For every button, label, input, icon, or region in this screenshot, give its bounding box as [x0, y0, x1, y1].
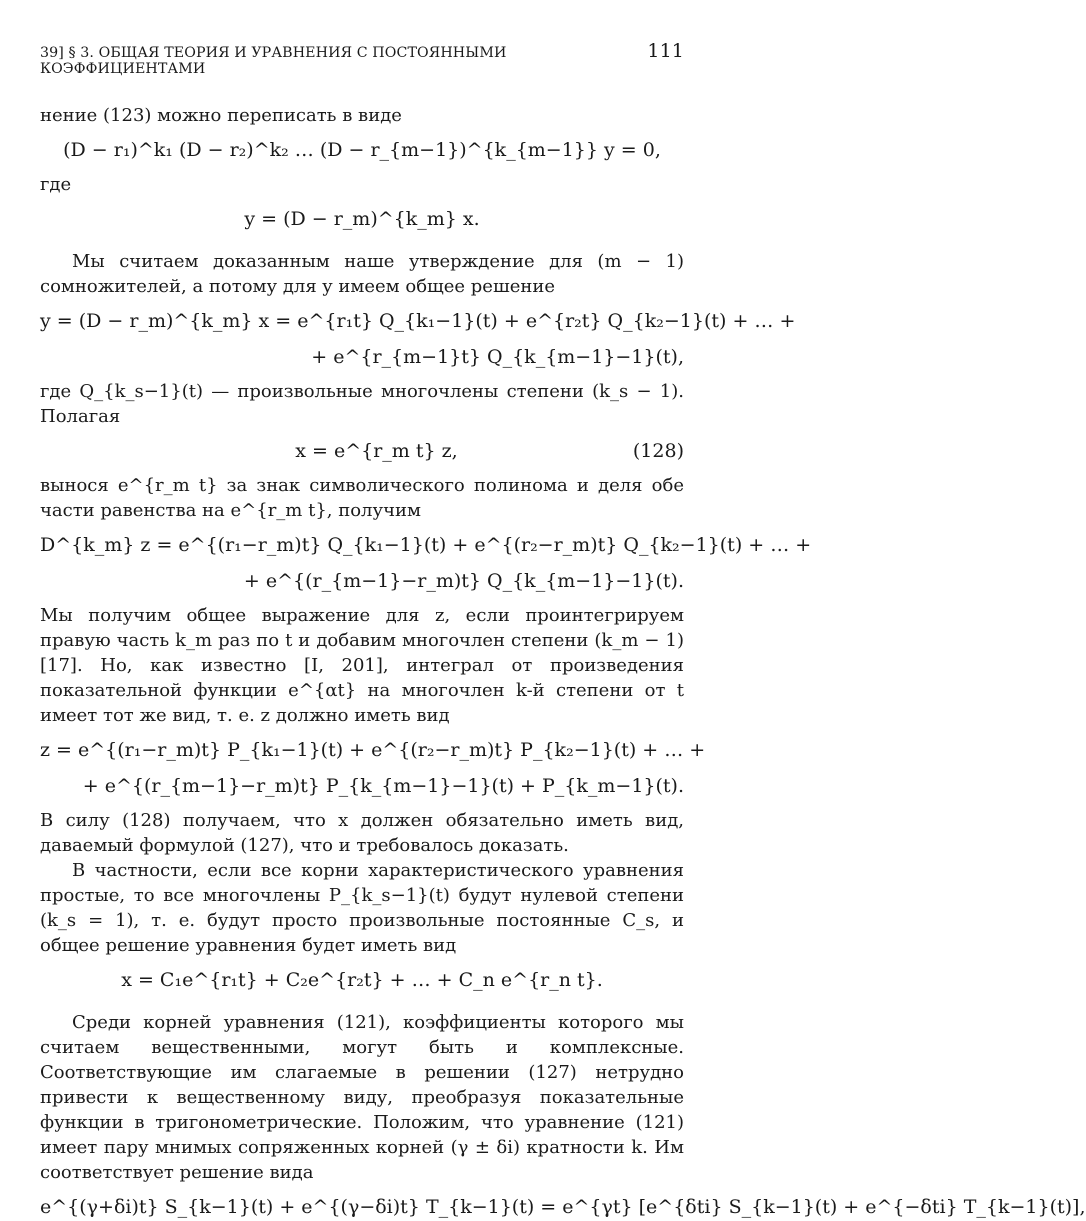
formula-3a: y = (D − r_m)^{k_m} x = e^{r₁t} Q_{k₁−1}(t) + e^{r₂t} Q_{k₂−1}(t) + … +	[40, 310, 796, 332]
formula-9: e^{(γ+δi)t} S_{k−1}(t) + e^{(γ−δi)t} T_{k−1}(t) = e^{γt} [e^{δti} S_{k−1}(t) + e^{−δti} T_{k−1}(t)],	[40, 1196, 1086, 1218]
formula-5b: + e^{(r_{m−1}−r_m)t} Q_{k_{m−1}−1}(t).	[243, 570, 684, 592]
paragraph-5: вынося e^{r_m t} за знак символического полинома и деля обе части равенства на e^{r_m t}, получим	[40, 475, 684, 521]
formula-6b: + e^{(r_{m−1}−r_m)t} P_{k_{m−1}−1}(t) + P_{k_m−1}(t).	[82, 775, 684, 797]
page-number: 111	[647, 40, 684, 62]
formula-5a: D^{k_m} z = e^{(r₁−r_m)t} Q_{k₁−1}(t) + e^{(r₂−r_m)t} Q_{k₂−1}(t) + … +	[40, 534, 812, 556]
paragraph-1: нение (123) можно переписать в виде	[40, 105, 402, 126]
paragraph-7: В силу (128) получаем, что x должен обязательно иметь вид, даваемый формулой (127), что и требовалось доказать.	[40, 810, 684, 856]
header-title: 39] § 3. ОБЩАЯ ТЕОРИЯ И УРАВНЕНИЯ С ПОСТОЯННЫМИ КОЭФФИЦИЕНТАМИ	[40, 45, 507, 77]
formula-8: x = C₁e^{r₁t} + C₂e^{r₂t} + … + C_n e^{r_n t}.	[121, 969, 603, 991]
formula-4: x = e^{r_m t} z,	[295, 440, 458, 462]
paragraph-4: где Q_{k_s−1}(t) — произвольные многочлены степени (k_s − 1). Полагая	[40, 381, 684, 427]
formula-2: y = (D − r_m)^{k_m} x.	[244, 208, 480, 230]
running-header	[40, 40, 684, 77]
equation-number-128: (128)	[632, 440, 684, 462]
paragraph-9: Среди корней уравнения (121), коэффициенты которого мы считаем вещественными, могут быть и комплексные. Соответствующие им слагаемые в решении (127) нетрудно привести к вещественному виду, преобразуя показательные функции в тригонометрические. Положим, что уравнение (121) имеет пару мнимых сопряженных корней (γ ± δi) кратности k. Им соответствует решение вида	[40, 1012, 684, 1183]
formula-4-row	[40, 437, 684, 465]
paragraph-2: где	[40, 174, 72, 195]
paragraph-3: Мы считаем доказанным наше утверждение для (m − 1) сомножителей, а потому для y имеем общее решение	[40, 251, 684, 297]
paragraph-6: Мы получим общее выражение для z, если проинтегрируем правую часть k_m раз по t и добавим многочлен степени (k_m − 1) [17]. Но, как известно [I, 201], интеграл от произведения показательной функции e^{αt} на многочлен k-й степени от t имеет тот же вид, т. е. z должно иметь вид	[40, 605, 684, 726]
paragraph-8: В частности, если все корни характеристического уравнения простые, то все многочлены P_{k_s−1}(t) будут нулевой степени (k_s = 1), т. е. будут просто произвольные постоянные C_s, и общее решение уравнения будет иметь вид	[40, 860, 684, 956]
formula-1: (D − r₁)^k₁ (D − r₂)^k₂ … (D − r_{m−1})^{k_{m−1}} y = 0,	[63, 139, 661, 161]
formula-6a: z = e^{(r₁−r_m)t} P_{k₁−1}(t) + e^{(r₂−r_m)t} P_{k₂−1}(t) + … +	[40, 739, 706, 761]
formula-3b: + e^{r_{m−1}t} Q_{k_{m−1}−1}(t),	[311, 346, 684, 368]
